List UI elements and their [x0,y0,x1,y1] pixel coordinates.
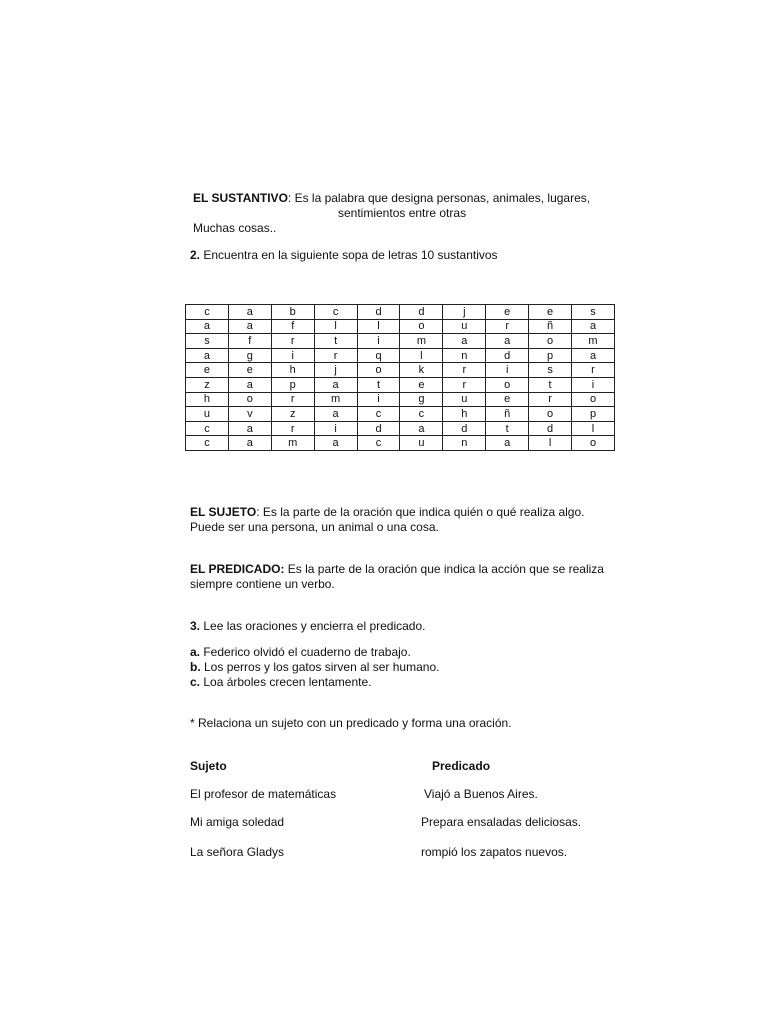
grid-cell: l [400,348,443,363]
sujeto-option-1: El profesor de matemáticas [190,787,337,801]
grid-cell: v [228,407,271,422]
grid-cell: s [572,305,615,320]
grid-cell: d [357,421,400,436]
grid-cell: u [443,392,486,407]
grid-cell: r [443,363,486,378]
predicado-column-header: Predicado [432,759,491,773]
grid-cell: e [186,363,229,378]
grid-cell: d [486,348,529,363]
grid-cell: p [572,407,615,422]
grid-cell: b [271,305,314,320]
grid-cell: c [357,436,400,451]
grid-cell: i [357,392,400,407]
grid-row [186,363,615,378]
sustantivo-definition-line3: Muchas cosas.. [193,221,277,235]
grid-cell: e [228,363,271,378]
grid-cell: c [357,407,400,422]
grid-cell: p [529,348,572,363]
grid-cell: f [271,319,314,334]
grid-cell: a [228,436,271,451]
predicado-option-2: Prepara ensaladas deliciosas. [421,815,582,829]
sustantivo-definition-line2: sentimientos entre otras [338,206,467,220]
exercise-3-instruction [190,619,425,634]
grid-cell: n [443,348,486,363]
grid-cell: g [400,392,443,407]
grid-cell: r [529,392,572,407]
grid-cell: c [314,305,357,320]
grid-cell: c [186,421,229,436]
sustantivo-term: EL SUSTANTIVO [193,191,288,205]
grid-cell: ñ [529,319,572,334]
grid-cell: o [529,407,572,422]
sustantivo-definition-text: : Es la palabra que designa personas, animales, lugares, [287,191,591,205]
sujeto-option-3: La señora Gladys [190,845,285,859]
grid-cell: e [486,305,529,320]
grid-cell: i [314,421,357,436]
grid-cell: t [486,421,529,436]
sustantivo-definition-line1 [193,191,590,206]
grid-cell: t [357,377,400,392]
grid-cell: o [228,392,271,407]
grid-cell: r [443,377,486,392]
grid-row [186,436,615,451]
grid-cell: a [228,319,271,334]
grid-row [186,407,615,422]
grid-cell: z [271,407,314,422]
grid-cell: o [357,363,400,378]
grid-cell: a [400,421,443,436]
predicado-definition-text: Es la parte de la oración que indica la acción que se realiza [284,562,604,576]
grid-cell: u [186,407,229,422]
grid-cell: a [486,334,529,349]
grid-cell: a [486,436,529,451]
word-search-grid [185,304,615,451]
item-letter: b. [190,660,201,674]
grid-cell: e [400,377,443,392]
item-text: Los perros y los gatos sirven al ser humano. [200,660,440,674]
grid-cell: a [572,319,615,334]
grid-cell: o [400,319,443,334]
grid-cell: l [357,319,400,334]
grid-cell: r [314,348,357,363]
grid-cell: o [572,392,615,407]
exercise-2-instruction [190,248,498,263]
grid-cell: r [572,363,615,378]
grid-cell: o [486,377,529,392]
grid-cell: h [271,363,314,378]
predicado-term: EL PREDICADO: [190,562,285,576]
item-text: Federico olvidó el cuaderno de trabajo. [200,645,411,659]
grid-cell: a [186,319,229,334]
grid-cell: d [529,421,572,436]
grid-cell: r [271,392,314,407]
grid-cell: l [314,319,357,334]
grid-cell: m [314,392,357,407]
grid-cell: p [271,377,314,392]
grid-cell: j [443,305,486,320]
grid-cell: h [186,392,229,407]
grid-cell: r [271,421,314,436]
item-letter: c. [190,675,201,689]
sujeto-option-2: Mi amiga soledad [190,815,285,829]
grid-cell: z [186,377,229,392]
grid-row [186,377,615,392]
grid-cell: c [400,407,443,422]
grid-row [186,421,615,436]
exercise-3-item-b [190,660,439,675]
predicado-option-3: rompió los zapatos nuevos. [421,845,568,859]
predicado-definition-line2: siempre contiene un verbo. [190,577,335,591]
grid-cell: e [529,305,572,320]
grid-cell: c [186,436,229,451]
grid-cell: a [228,305,271,320]
grid-cell: i [271,348,314,363]
item-letter: a. [190,645,201,659]
grid-row [186,305,615,320]
exercise-3-item-c [190,675,371,690]
grid-cell: ñ [486,407,529,422]
grid-cell: g [228,348,271,363]
exercise-2-number: 2. [190,248,201,262]
grid-cell: a [228,421,271,436]
sujeto-definition-line1 [190,505,584,520]
grid-cell: d [357,305,400,320]
grid-cell: c [186,305,229,320]
sujeto-column-header: Sujeto [190,759,227,773]
grid-cell: d [443,421,486,436]
exercise-3-number: 3. [190,619,201,633]
grid-cell: r [486,319,529,334]
grid-cell: f [228,334,271,349]
grid-cell: o [529,334,572,349]
sujeto-definition-line2: Puede ser una persona, un animal o una cosa. [190,520,439,534]
grid-cell: a [572,348,615,363]
grid-cell: a [228,377,271,392]
grid-cell: d [400,305,443,320]
predicado-option-1: Viajó a Buenos Aires. [424,787,538,801]
grid-cell: m [572,334,615,349]
relaciona-instruction: * Relaciona un sujeto con un predicado y forma una oración. [190,716,512,730]
grid-cell: q [357,348,400,363]
grid-cell: s [529,363,572,378]
grid-cell: i [572,377,615,392]
grid-row [186,348,615,363]
grid-cell: a [186,348,229,363]
grid-cell: h [443,407,486,422]
grid-cell: a [314,377,357,392]
grid-cell: l [529,436,572,451]
grid-cell: s [186,334,229,349]
grid-cell: k [400,363,443,378]
grid-cell: u [400,436,443,451]
grid-row [186,319,615,334]
grid-row [186,334,615,349]
grid-cell: l [572,421,615,436]
grid-row [186,392,615,407]
grid-cell: t [314,334,357,349]
item-text: Loa árboles crecen lentamente. [200,675,372,689]
grid-cell: i [357,334,400,349]
grid-cell: j [314,363,357,378]
grid-cell: a [314,407,357,422]
grid-cell: m [400,334,443,349]
grid-cell: a [314,436,357,451]
sujeto-definition-text: : Es la parte de la oración que indica quién o qué realiza algo. [256,505,585,519]
exercise-3-text: Lee las oraciones y encierra el predicado. [200,619,426,633]
grid-cell: u [443,319,486,334]
grid-cell: n [443,436,486,451]
grid-cell: a [443,334,486,349]
grid-cell: r [271,334,314,349]
predicado-definition-line1 [190,562,604,577]
grid-cell: i [486,363,529,378]
exercise-3-item-a [190,645,411,660]
grid-cell: t [529,377,572,392]
grid-cell: e [486,392,529,407]
exercise-2-text: Encuentra en la siguiente sopa de letras 10 sustantivos [200,248,498,262]
grid-cell: o [572,436,615,451]
sujeto-term: EL SUJETO [190,505,257,519]
grid-cell: m [271,436,314,451]
